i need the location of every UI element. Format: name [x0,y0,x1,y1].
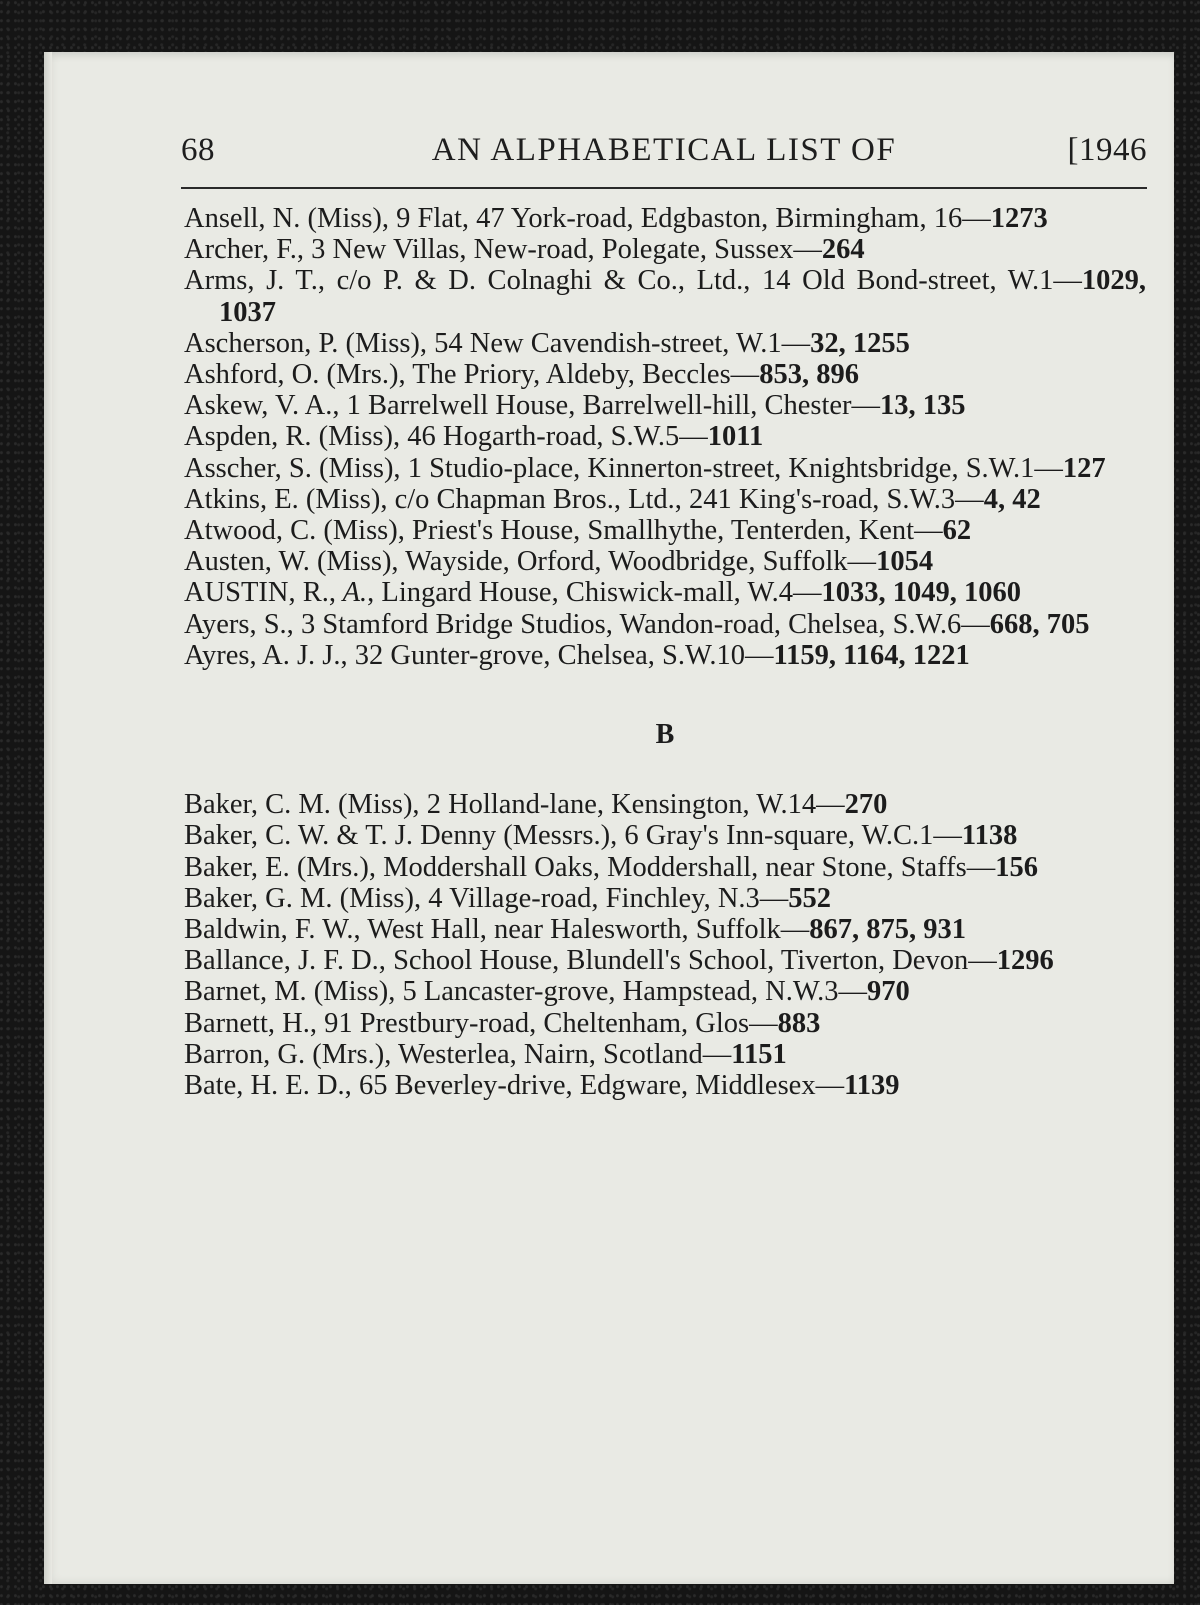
entry-address: 1 Barrelwell House, Barrelwell-hill, Chester— [339,390,881,422]
entry-name: Baker, G. M. (Miss), [184,882,422,914]
entry-name: Atwood, C. (Miss), [184,515,405,547]
entry-name: Austen, W. (Miss), [184,546,399,578]
entry-address: 2 Holland-lane, Kensington, W.14— [419,789,845,821]
entry-catalogue-numbers: 156 [995,851,1038,883]
list-entry [184,1070,1146,1101]
list-entry [184,421,1146,452]
list-entry [184,359,1146,390]
entry-catalogue-numbers: 32, 1255 [810,327,910,359]
entry-name: Barnet, M. (Miss), [184,976,396,1008]
list-entry [184,1039,1146,1070]
entry-name: Ayers, S., [184,608,294,640]
entry-name: Arms, J. T., [184,265,325,297]
entry-catalogue-numbers: 4, 42 [983,483,1041,515]
entry-address: c/o P. & D. Colnaghi & Co., Ltd., 14 Old Bond-street, W.1— [324,265,1082,297]
entry-address: 54 New Cavendish-street, W.1— [427,327,811,359]
list-entry [184,203,1146,234]
entry-name: Aspden, R. (Miss), [184,421,401,453]
list-entry [184,945,1146,976]
entry-name: Askew, V. A., [184,390,340,422]
entry-catalogue-numbers: 853, 896 [759,359,859,391]
entry-catalogue-numbers: 668, 705 [989,608,1090,640]
entry-address: School House, Blundell's School, Tiverton, Devon— [385,945,997,977]
entry-catalogue-numbers: 1273 [990,203,1048,234]
list-entry [184,577,1146,608]
entry-catalogue-numbers: 970 [867,976,910,1008]
list-entry [184,328,1146,359]
entry-catalogue-numbers: 1029, 1037 [219,265,1147,328]
entry-address: 3 Stamford Bridge Studios, Wandon-road, Chelsea, S.W.6— [293,608,990,640]
entry-address: 5 Lancaster-grove, Hampstead, N.W.3— [395,976,868,1008]
entry-name: Baldwin, F. W., [184,914,361,946]
list-entry [184,546,1146,577]
entry-name: AUSTIN, R., [184,577,337,609]
list-entry [184,820,1146,851]
list-entry [184,914,1146,945]
entry-catalogue-numbers: 127 [1062,452,1106,484]
entry-name: Atkins, E. (Miss), [184,483,388,515]
entry-name: Baker, C. M. (Miss), [184,789,420,821]
exhibitor-list [184,203,1146,1101]
entry-catalogue-numbers: 883 [777,1007,821,1039]
entry-address: c/o Chapman Bros., Ltd., 241 King's-road, S.W.3— [387,483,984,515]
entry-catalogue-numbers: 62 [942,515,972,547]
entry-name: Archer, F., [184,234,305,266]
entry-address: 4 Village-road, Finchley, N.3— [421,882,789,914]
entry-name: Asscher, S. (Miss), [184,452,401,484]
entry-name: Ballance, J. F. D., [184,945,386,977]
entry-name: Ayres, A. J. J., [184,639,348,671]
entry-name: Ansell, N. (Miss), [184,203,390,234]
entry-catalogue-numbers: 1296 [996,945,1054,977]
entry-name: Baker, E. (Mrs.), [184,851,376,883]
entry-name: Ascherson, P. (Miss), [184,327,428,359]
entry-catalogue-numbers: 1138 [961,820,1018,852]
entry-address: 1 Studio-place, Kinnerton-street, Knightsbridge, S.W.1— [400,452,1063,484]
list-entry [184,234,1146,265]
entry-address: West Hall, near Halesworth, Suffolk— [360,914,810,946]
list-entry [184,1008,1146,1039]
entry-catalogue-numbers: 1033, 1049, 1060 [821,577,1022,609]
entry-catalogue-numbers: 552 [788,882,832,914]
entry-name: Barron, G. (Mrs.), [184,1038,392,1070]
list-entry [184,976,1146,1007]
entry-address: 46 Hogarth-road, S.W.5— [400,421,708,453]
entry-name: Baker, C. W. & T. J. Denny (Messrs.), [184,820,618,852]
running-header [181,132,1147,172]
entry-address: 3 New Villas, New-road, Polegate, Sussex— [304,234,822,266]
entry-catalogue-numbers: 1011 [707,421,764,453]
entry-catalogue-numbers: 264 [821,234,865,266]
list-entry [184,640,1146,671]
entry-catalogue-numbers: 1159, 1164, 1221 [773,639,970,671]
list-entry [184,484,1146,515]
list-entry [184,609,1146,640]
header-rule [181,187,1147,189]
list-entry [184,883,1146,914]
entry-name: Bate, H. E. D., [184,1070,352,1102]
entry-address: 32 Gunter-grove, Chelsea, S.W.10— [347,639,774,671]
entry-catalogue-numbers: 270 [844,789,888,821]
list-entry [184,852,1146,883]
entry-address: 9 Flat, 47 York-road, Edgbaston, Birmingham, 16— [389,203,991,234]
entries-section-b [184,789,1146,1101]
entry-address: Westerlea, Nairn, Scotland— [391,1038,732,1070]
entry-address: Moddershall Oaks, Moddershall, near Stone, Staffs— [375,851,996,883]
entry-address: Wayside, Orford, Woodbridge, Suffolk— [398,546,877,578]
entries-section-a [184,203,1146,671]
page-gutter-edge [44,52,52,1584]
entry-catalogue-numbers: 867, 875, 931 [809,914,967,946]
entry-catalogue-numbers: 1151 [731,1038,787,1070]
header-year: [1946 [1067,132,1147,168]
list-entry [184,390,1146,421]
list-entry [184,265,1146,327]
page-number: 68 [181,132,215,168]
entry-address: The Priory, Aldeby, Beccles— [405,359,760,391]
entry-name: Barnett, H., [184,1007,317,1039]
entry-address: Priest's House, Smallhythe, Tenterden, Kent— [404,515,943,547]
entry-catalogue-numbers: 1054 [876,546,934,578]
entry-address: , Lingard House, Chiswick-mall, W.4— [367,577,822,609]
entry-name: Ashford, O. (Mrs.), [184,359,406,391]
entry-address: 6 Gray's Inn-square, W.C.1— [617,820,962,852]
list-entry [184,789,1146,820]
entry-catalogue-numbers: 13, 135 [880,390,966,422]
entry-honour: A. [336,577,368,609]
entry-address: 65 Beverley-drive, Edgware, Middlesex— [351,1070,845,1102]
entry-address: 91 Prestbury-road, Cheltenham, Glos— [316,1007,778,1039]
entry-catalogue-numbers: 1139 [844,1070,900,1102]
page-title: AN ALPHABETICAL LIST OF [431,132,897,168]
list-entry [184,453,1146,484]
section-heading: B [655,719,675,751]
list-entry [184,515,1146,546]
